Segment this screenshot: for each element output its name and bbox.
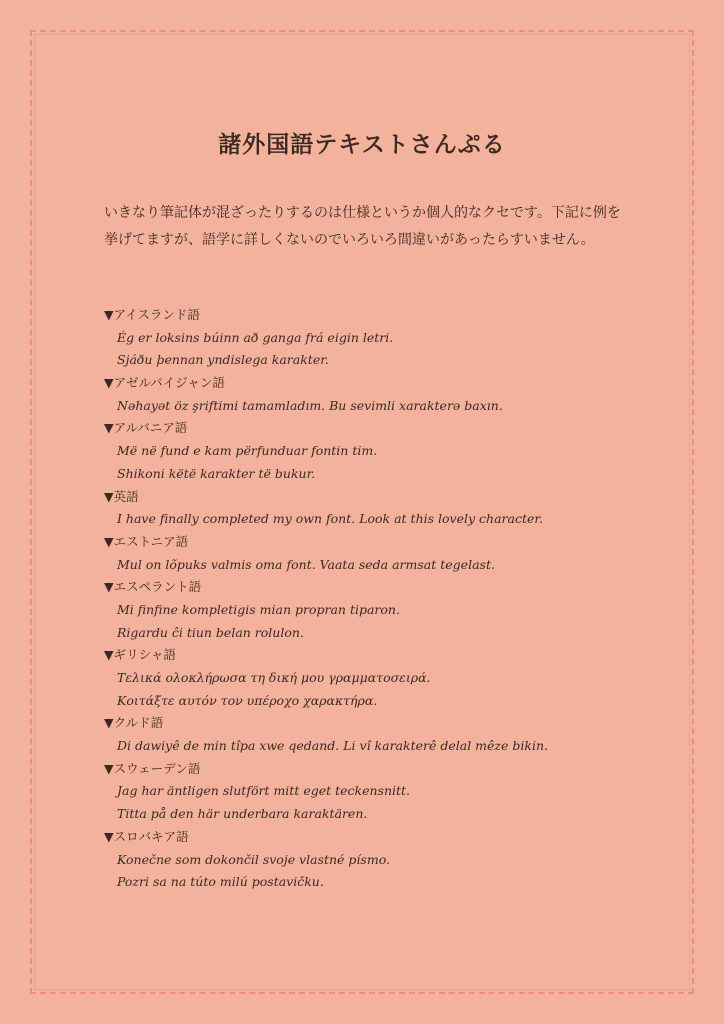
language-section <box>104 644 624 712</box>
language-section <box>104 712 624 757</box>
language-heading: ▼アルバニア語 <box>104 420 188 436</box>
language-section <box>104 372 624 417</box>
language-section <box>104 486 624 531</box>
sample-sentence: Konečne som dokončil svoje vlastné písmo. <box>117 851 390 867</box>
sample-sentence: Mul on lõpuks valmis oma font. Vaata seda armsat tegelast. <box>117 556 495 572</box>
language-heading: ▼ギリシャ語 <box>104 647 176 663</box>
language-list <box>104 304 624 894</box>
sample-sentence: Rigardu ĉi tiun belan rolulon. <box>117 624 304 640</box>
sample-sentence: Κοιτάξτε αυτόν τον υπέροχο χαρακτήρα. <box>117 692 378 708</box>
sample-sentence: Mi finfine kompletigis mian propran tiparon. <box>117 601 400 617</box>
language-heading: ▼アイスランド語 <box>104 307 200 322</box>
sample-sentence: Më në fund e kam përfunduar fontin tim. <box>117 443 378 459</box>
intro-paragraph: いきなり筆記体が混ざったりするのは仕様というか個人的なクセです。下記に例を挙げてますが、語学に詳しくないのでいろいろ間違いがあったらすいません。 <box>104 205 621 248</box>
language-section <box>104 417 624 485</box>
sample-sentence: Τελικά ολοκλήρωσα τη δική μου γραμματοσειρά. <box>117 670 431 685</box>
sample-sentence: Sjáðu þennan yndislega karakter. <box>117 352 329 368</box>
sample-sentence: I have finally completed my own font. Look at this lovely character. <box>117 511 543 527</box>
language-heading: ▼アゼルバイジャン語 <box>104 375 225 391</box>
sample-sentence: Nəhayət öz şriftimi tamamladım. Bu sevimli xarakterə baxın. <box>117 397 503 413</box>
sample-sentence: Jag har äntligen slutfört mitt eget teckensnitt. <box>117 783 411 799</box>
language-heading: ▼英語 <box>104 488 139 504</box>
language-section <box>104 758 624 826</box>
language-heading: ▼スロバキア語 <box>104 828 189 844</box>
sample-sentence: Titta på den här underbara karaktären. <box>117 806 368 822</box>
sample-sentence: Pozri sa na túto milú postavičku. <box>117 874 324 890</box>
language-section <box>104 304 624 372</box>
sample-sentence: Di dawiyê de min tîpa xwe qedand. Li vî karakterê delal mêze bikin. <box>117 738 548 754</box>
sample-sentence: Ég er loksins búinn að ganga frá eigin letri. <box>117 329 394 345</box>
language-heading: ▼エスペラント語 <box>104 579 202 595</box>
page-title: 諸外国語テキストさんぷる <box>218 132 506 158</box>
sample-sentence: Shikoni këtë karakter të bukur. <box>117 465 316 481</box>
language-heading: ▼クルド語 <box>104 715 164 731</box>
language-heading: ▼エストニア語 <box>104 533 189 549</box>
language-section <box>104 576 624 644</box>
language-section <box>104 531 624 576</box>
language-heading: ▼スウェーデン語 <box>104 760 201 776</box>
language-section <box>104 826 624 894</box>
